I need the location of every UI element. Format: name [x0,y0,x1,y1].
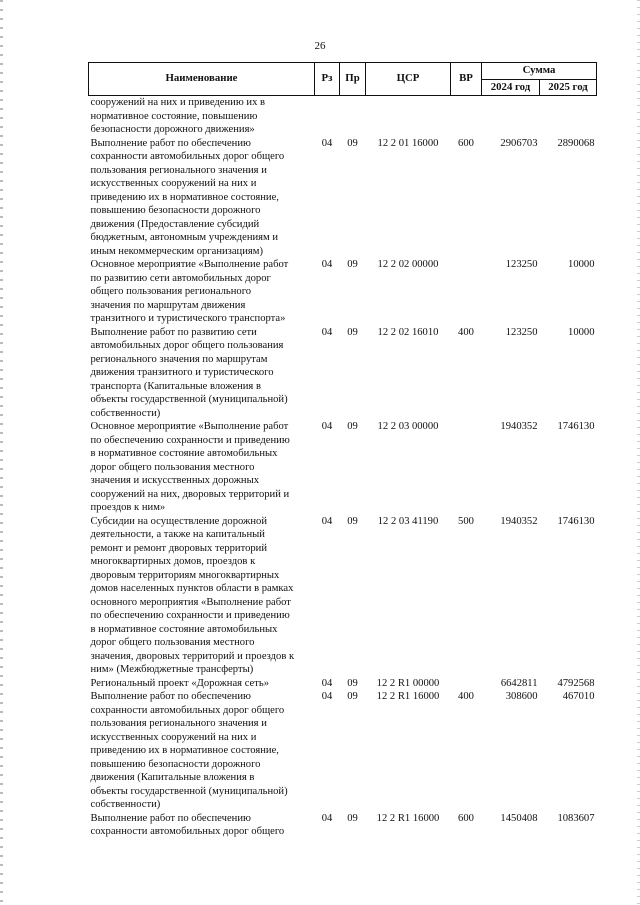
row-name-line: сохранности автомобильных дорог общего [90,704,285,716]
header-name: Наименование [89,63,315,96]
row-name [89,137,315,259]
row-sum-2025: 1746130 [557,421,595,432]
row-name-line: бюджетным, автономным учреждениям и [90,232,279,243]
row-name-line: Основное мероприятие «Выполнение работ [90,259,289,270]
row-name-line: движения (Предоставление субсидий [90,218,260,230]
row-pr: 09 [347,812,358,824]
table-row [89,515,597,677]
row-name-line: собственности) [90,799,161,810]
row-name-line: повышению безопасности дорожного [90,205,261,216]
row-name-line: автомобильных дорог общего пользования [90,340,284,351]
row-sum-2024: 1940352 [500,421,538,432]
row-sum-2024: 308600 [505,691,538,702]
page-number: 26 [314,40,326,52]
row-vr: 600 [458,137,474,149]
row-csr: 12 2 03 00000 [377,421,439,432]
row-rz: 04 [321,421,333,432]
row-sum-2025: 10000 [568,326,595,338]
row-name-line: значения по маршрутам движения [90,299,246,311]
row-vr [451,677,482,691]
row-name-line: в нормативное состояние автомобильных [90,448,278,459]
table-body [89,96,597,839]
header-vr: ВР [451,63,482,96]
row-pr: 09 [347,677,358,689]
row-name-line: сооружений на них, дворовых территорий и [90,488,290,500]
row-sum-2025: 467010 [562,691,595,702]
header-csr: ЦСР [366,63,451,96]
row-sum-2024: 1450408 [500,812,538,824]
header-rz: Рз [315,63,340,96]
row-sum-2025: 1746130 [557,515,595,527]
row-name-line: домов населенных пунктов области в рамках [90,583,294,594]
row-name-line: иным некоммерческим организациям) [90,245,263,257]
row-sum-2025: 10000 [568,259,595,270]
row-name-line: Выполнение работ по обеспечению [90,812,251,824]
row-name-line: основного мероприятия «Выполнение работ [90,596,291,608]
row-name-line: искусственных сооружений на них и [90,731,257,743]
row-rz: 04 [321,137,333,149]
header-2025: 2025 год [540,79,597,96]
row-name-line: многоквартирных домов, проездов к [90,556,256,567]
row-name-line: сохранности автомобильных дорог общего [90,826,285,837]
row-pr: 09 [347,515,358,527]
row-name-line: дворовым территориям многоквартирных [90,569,280,581]
row-csr: 12 2 02 16010 [377,326,439,338]
row-pr: 09 [347,326,358,338]
row-name-line: искусственных сооружений на них и [90,178,257,189]
row-name-line: пользования регионального значения и [90,164,267,176]
row-name-line: объекты государственной (муниципальной) [90,785,288,797]
row-name-line: транзитного и туристического транспорта» [90,313,286,324]
row-name [89,690,315,812]
row-vr [451,96,482,137]
row-name-line: деятельности, а также на капитальный [90,529,265,540]
row-name-line: безопасности дорожного движения» [90,124,255,135]
row-rz: 04 [321,326,333,338]
row-csr: 12 2 R1 16000 [376,812,440,824]
row-rz: 04 [321,515,333,527]
table-row [89,96,597,137]
row-name-line: объекты государственной (муниципальной) [90,394,288,405]
row-sum-2024: 123250 [505,259,538,270]
row-name-line: повышению безопасности дорожного [90,758,261,770]
row-name [89,420,315,515]
row-name-line: проездов к ним» [90,502,166,513]
table-row [89,677,597,691]
row-sum-2025: 4792568 [557,677,595,689]
row-sum-2025 [540,96,597,137]
row-name-line: Выполнение работ по обеспечению [90,691,251,702]
row-name-line: пользования регионального значения и [90,718,267,729]
row-sum-2024: 1940352 [500,515,538,527]
table-row [89,258,597,326]
row-name-line: дорог общего пользования местного [90,637,255,648]
row-csr: 12 2 R1 00000 [376,677,440,689]
row-name [89,326,315,421]
budget-table [88,62,597,839]
row-sum-2024 [482,96,540,137]
row-pr: 09 [347,137,358,149]
scan-edge-left [0,0,3,905]
row-name-line: ним» (Межбюджетные трансферты) [90,664,254,675]
row-name-line: в нормативное состояние автомобильных [90,623,278,635]
row-vr: 400 [458,691,474,702]
row-csr: 12 2 R1 16000 [376,691,440,702]
row-name-line: по обеспечению сохранности и приведению [90,434,290,446]
row-csr [366,96,451,137]
row-name [89,96,315,137]
table-row [89,690,597,812]
row-name-line: движения транзитного и туристического [90,367,274,378]
row-name-line: сооружений на них и приведению их в [90,97,266,108]
row-rz: 04 [321,677,333,689]
table-row [89,812,597,839]
row-name-line: Выполнение работ по развитию сети [90,326,257,338]
row-vr: 400 [458,326,474,338]
table-row [89,326,597,421]
row-rz: 04 [321,259,333,270]
row-csr: 12 2 02 00000 [377,259,439,270]
row-vr [451,258,482,326]
row-sum-2024: 123250 [505,326,538,338]
row-name-line: значения и искусственных дорожных [90,475,260,486]
row-name [89,258,315,326]
row-name-line: значения, дворовых территорий и проездов к [90,650,295,662]
row-rz: 04 [321,812,333,824]
header-pr: Пр [340,63,366,96]
row-vr [451,420,482,515]
row-name-line: дорог общего пользования местного [90,461,255,473]
table-row [89,420,597,515]
row-name-line: Выполнение работ по обеспечению [90,137,251,149]
row-vr: 500 [458,515,474,527]
row-rz [315,96,340,137]
row-name-line: Региональный проект «Дорожная сеть» [90,677,269,689]
row-vr: 600 [458,812,474,824]
row-name-line: по обеспечению сохранности и приведению [90,610,290,621]
row-pr [340,96,366,137]
row-name-line: сохранности автомобильных дорог общего [90,151,285,162]
row-name-line: общего пользования регионального [90,286,252,297]
row-name-line: по развитию сети автомобильных дорог [90,272,271,284]
row-name-line: транспорта (Капитальные вложения в [90,380,261,392]
row-name-line: приведению их в нормативное состояние, [90,745,279,756]
row-name-line: собственности) [90,407,161,419]
row-name [89,515,315,677]
row-name-line: регионального значения по маршрутам [90,353,268,365]
row-sum-2025: 1083607 [557,812,595,824]
row-rz: 04 [321,691,333,702]
row-name-line: Основное мероприятие «Выполнение работ [90,421,289,432]
row-name-line: Субсидии на осуществление дорожной [90,515,268,527]
row-name-line: нормативное состояние, повышению [90,110,258,122]
row-pr: 09 [347,421,358,432]
row-pr: 09 [347,259,358,270]
row-pr: 09 [347,691,358,702]
row-sum-2024: 6642811 [500,677,538,689]
header-2024: 2024 год [482,79,540,96]
row-sum-2025: 2890068 [557,137,595,149]
row-name-line: приведению их в нормативное состояние, [90,191,279,203]
row-csr: 12 2 03 41190 [377,515,439,527]
row-name [89,812,315,839]
row-sum-2024: 2906703 [500,137,538,149]
table-row [89,137,597,259]
row-name-line: ремонт и ремонт дворовых территорий [90,542,268,554]
row-name-line: движения (Капитальные вложения в [90,772,255,783]
header-sum: Сумма [482,63,597,80]
row-name [89,677,315,691]
row-csr: 12 2 01 16000 [377,137,439,149]
